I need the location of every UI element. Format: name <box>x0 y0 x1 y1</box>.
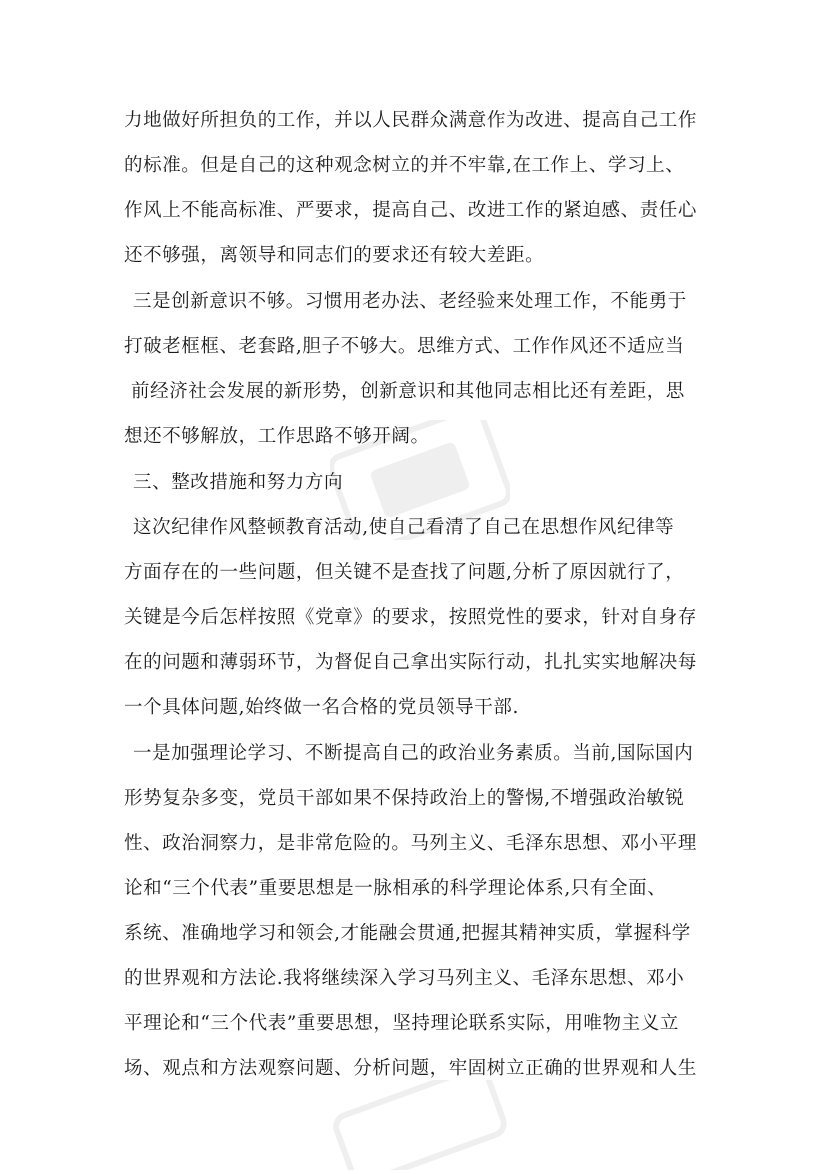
paragraph-line: 力地做好所担负的工作，并以人民群众满意作为改进、提高自己工作 <box>124 110 698 131</box>
section-heading: 三、整改措施和努力方向 <box>133 472 344 493</box>
paragraph-line: 的世界观和方法论.我将继续深入学习马列主义、毛泽东思想、邓小 <box>124 968 685 989</box>
paragraph-line: 性、政治洞察力，是非常危险的。马列主义、毛泽东思想、邓小平理 <box>124 833 698 854</box>
paragraph-line: 论和“三个代表”重要思想是一脉相承的科学理论体系,只有全面、 <box>124 878 667 899</box>
paragraph-line: 关键是今后怎样按照《党章》的要求，按照党性的要求，针对自身存 <box>124 607 698 628</box>
paragraph-line: 一是加强理论学习、不断提高自己的政治业务素质。当前,国际国内 <box>133 743 694 764</box>
paragraph-line: 形势复杂多变，党员干部如果不保持政治上的警惕,不增强政治敏锐 <box>124 788 685 809</box>
paragraph-line: 在的问题和薄弱环节，为督促自己拿出实际行动，扎扎实实地解决每 <box>124 652 698 673</box>
paragraph-line: 系统、准确地学习和领会,才能融会贯通,把握其精神实质，掌握科学 <box>124 923 691 944</box>
watermark-icon <box>330 1080 510 1170</box>
paragraph-line: 方面存在的一些问题，但关键不是查找了问题,分析了原因就行了， <box>124 562 685 583</box>
paragraph-line: 打破老框框、老套路,胆子不够大。思维方式、工作作风还不适应当 <box>124 336 685 357</box>
paragraph-line: 三是创新意识不够。习惯用老办法、老经验来处理工作，不能勇于 <box>133 291 687 312</box>
paragraph-line: 场、观点和方法观察问题、分析问题，牢固树立正确的世界观和人生 <box>124 1058 698 1079</box>
paragraph-line: 一个具体问题,始终做一名合格的党员领导干部. <box>124 697 519 718</box>
paragraph-line: 前经济社会发展的新形势，创新意识和其他同志相比还有差距，思 <box>131 381 685 402</box>
paragraph-line: 平理论和“三个代表”重要思想，坚持理论联系实际，用唯物主义立 <box>124 1013 679 1034</box>
paragraph-line: 想还不够解放，工作思路不够开阔。 <box>124 426 430 447</box>
paragraph-line: 这次纪律作风整顿教育活动,使自己看清了自己在思想作风纪律等 <box>133 517 675 538</box>
paragraph-line: 还不够强，离领导和同志们的要求还有较大差距。 <box>124 245 545 266</box>
paragraph-line: 作风上不能高标准、严要求，提高自己、改进工作的紧迫感、责任心 <box>124 200 698 221</box>
paragraph-line: 的标准。但是自己的这种观念树立的并不牢靠,在工作上、学习上、 <box>124 155 685 176</box>
